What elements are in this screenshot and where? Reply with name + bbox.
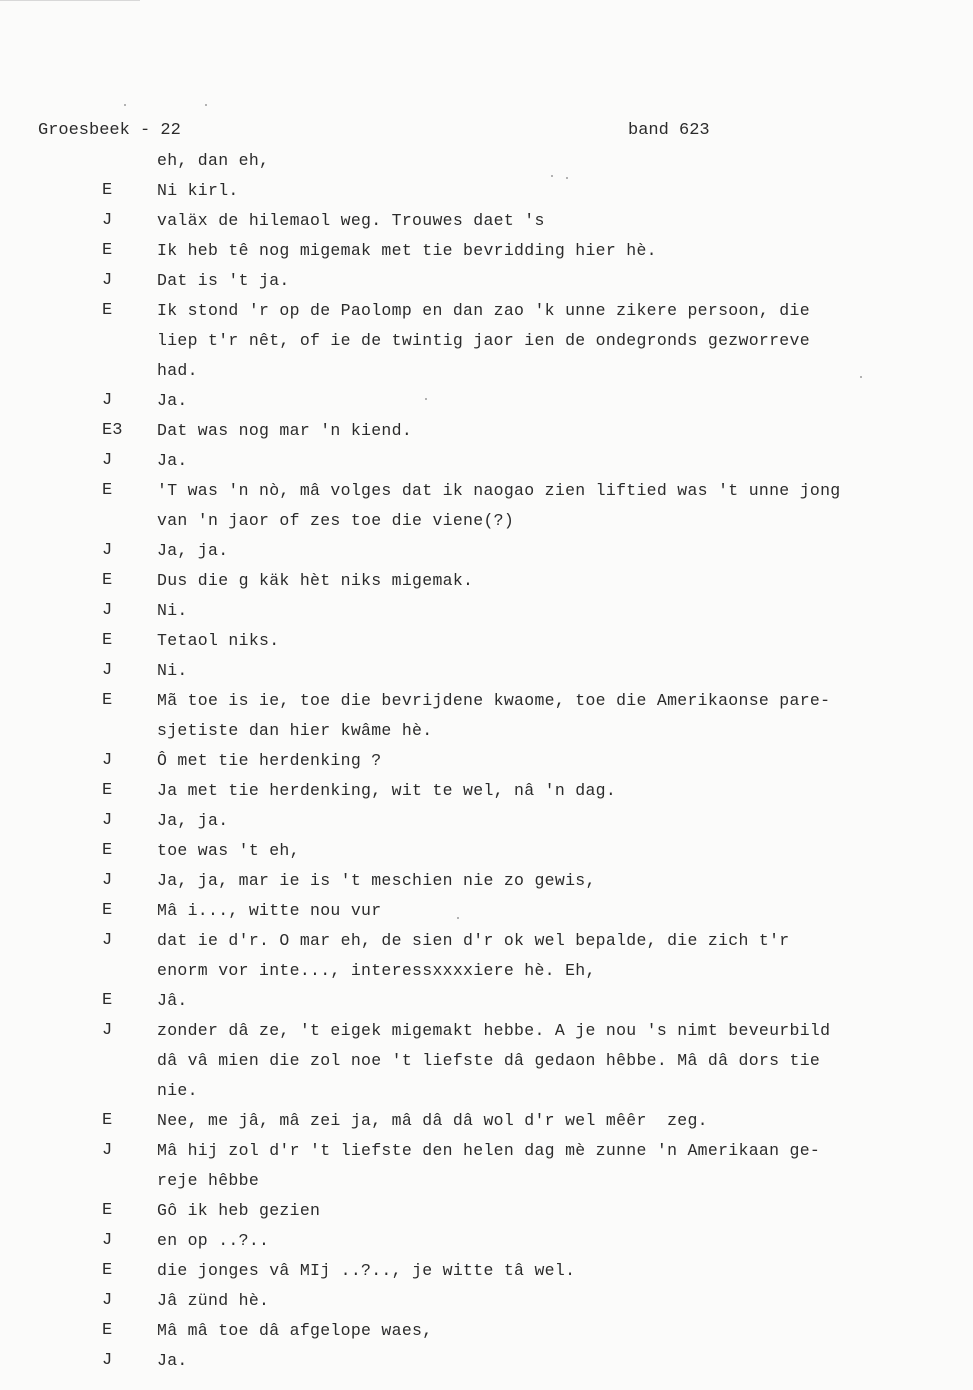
transcript-line (0, 776, 973, 806)
speaker-label: J (102, 811, 113, 830)
transcript-line (0, 926, 973, 986)
speaker-label: E (102, 481, 113, 500)
utterance-text: Ni. (157, 601, 188, 620)
transcript-line (0, 1136, 973, 1196)
transcript-line (0, 386, 973, 416)
utterance-text: 'T was 'n nò, mâ volges dat ik naogao zien liftied was 't unne jong van 'n jaor of zes toe die viene(?) (157, 481, 841, 530)
utterance-text: Gô ik heb gezien (157, 1201, 321, 1220)
utterance-text: dat ie d'r. O mar eh, de sien d'r ok wel bepalde, die zich t'r enorm vor inte..., interessxxxxiere hè. Eh, (157, 931, 790, 980)
speaker-label: J (102, 1141, 113, 1160)
utterance-text: Ja. (157, 1351, 188, 1370)
transcript-line (0, 266, 973, 296)
speaker-label: J (102, 211, 113, 230)
utterance-text: Mâ hij zol d'r 't liefste den helen dag mè zunne 'n Amerikaan ge- reje hêbbe (157, 1141, 821, 1190)
paper-speck (124, 104, 126, 106)
transcript-body (0, 146, 973, 1376)
utterance-text: Ja. (157, 451, 188, 470)
transcript-line (0, 236, 973, 266)
transcript-line (0, 1106, 973, 1136)
speaker-label: E (102, 1321, 113, 1340)
speaker-label: E (102, 181, 113, 200)
speaker-label: J (102, 751, 113, 770)
transcript-line (0, 566, 973, 596)
transcript-line (0, 896, 973, 926)
speaker-label: J (102, 541, 113, 560)
speaker-label: J (102, 451, 113, 470)
speaker-label: J (102, 931, 113, 950)
page-header (38, 118, 738, 144)
transcript-line (0, 296, 973, 386)
speaker-label: E (102, 1261, 113, 1280)
transcript-line (0, 626, 973, 656)
transcript-line (0, 476, 973, 536)
utterance-text: Ni kirl. (157, 181, 239, 200)
header-title: Groesbeek - 22 (38, 121, 181, 140)
speaker-label: E (102, 781, 113, 800)
utterance-text: Ni. (157, 661, 188, 680)
speaker-label: E (102, 691, 113, 710)
utterance-text: Nee, me jâ, mâ zei ja, mâ dâ dâ wol d'r wel mêêr zeg. (157, 1111, 708, 1130)
utterance-text: Dus die g käk hèt niks migemak. (157, 571, 474, 590)
transcript-line (0, 806, 973, 836)
speaker-label: E (102, 301, 113, 320)
transcript-line (0, 176, 973, 206)
transcript-line (0, 986, 973, 1016)
paper-speck (457, 917, 459, 919)
transcript-line (0, 446, 973, 476)
utterance-text: en op ..?.. (157, 1231, 270, 1250)
speaker-label: E (102, 841, 113, 860)
utterance-text: Mâ i..., witte nou vur (157, 901, 382, 920)
transcript-line (0, 686, 973, 746)
utterance-text: Dat is 't ja. (157, 271, 290, 290)
utterance-text: Ja met tie herdenking, wit te wel, nâ 'n dag. (157, 781, 617, 800)
utterance-text: Ik stond 'r op de Paolomp en dan zao 'k unne zikere persoon, die liep t'r nêt, of ie de twintig jaor ien de ondegronds gezworreve had. (157, 301, 810, 380)
transcript-line (0, 866, 973, 896)
speaker-label: J (102, 1021, 113, 1040)
transcript-line (0, 206, 973, 236)
speaker-label: J (102, 1291, 113, 1310)
utterance-text: Dat was nog mar 'n kiend. (157, 421, 413, 440)
speaker-label: J (102, 871, 113, 890)
utterance-text: Ja, ja. (157, 811, 229, 830)
transcript-line (0, 1286, 973, 1316)
utterance-text: Mã toe is ie, toe die bevrijdene kwaome, toe die Amerikaonse pare- sjetiste dan hier kwâme hè. (157, 691, 831, 740)
paper-speck (551, 175, 553, 177)
transcript-line (0, 416, 973, 446)
speaker-label: J (102, 1231, 113, 1250)
header-tape-number: band 623 (628, 121, 710, 140)
speaker-label: E (102, 571, 113, 590)
utterance-text: Ja, ja. (157, 541, 229, 560)
transcript-line (0, 836, 973, 866)
speaker-label: J (102, 271, 113, 290)
paper-speck (566, 177, 568, 179)
speaker-label: J (102, 601, 113, 620)
speaker-label: E (102, 901, 113, 920)
utterance-text: toe was 't eh, (157, 841, 300, 860)
transcript-line (0, 146, 973, 176)
utterance-text: Tetaol niks. (157, 631, 280, 650)
utterance-text: eh, dan eh, (157, 151, 270, 170)
transcript-line (0, 1016, 973, 1106)
utterance-text: Ô met tie herdenking ? (157, 751, 382, 770)
transcript-line (0, 656, 973, 686)
speaker-label: E (102, 1201, 113, 1220)
transcript-line (0, 1346, 973, 1376)
paper-speck (205, 104, 207, 106)
transcript-line (0, 536, 973, 566)
utterance-text: Ja, ja, mar ie is 't meschien nie zo gewis, (157, 871, 596, 890)
speaker-label: J (102, 661, 113, 680)
transcript-line (0, 746, 973, 776)
speaker-label: E (102, 1111, 113, 1130)
top-edge-mark (0, 0, 140, 1)
speaker-label: E (102, 241, 113, 260)
speaker-label: E (102, 991, 113, 1010)
transcript-line (0, 1226, 973, 1256)
utterance-text: Jâ zünd hè. (157, 1291, 270, 1310)
utterance-text: die jonges vâ MIj ..?.., je witte tâ wel. (157, 1261, 576, 1280)
paper-speck (425, 398, 427, 400)
transcript-line (0, 596, 973, 626)
utterance-text: zonder dâ ze, 't eigek migemakt hebbe. A je nou 's nimt beveurbild dâ vâ mien die zol noe 't liefste dâ gedaon hêbbe. Mâ dâ dors tie nie. (157, 1021, 831, 1100)
speaker-label: J (102, 391, 113, 410)
transcript-line (0, 1316, 973, 1346)
speaker-label: E3 (102, 421, 123, 440)
transcript-line (0, 1196, 973, 1226)
speaker-label: J (102, 1351, 113, 1370)
utterance-text: Ja. (157, 391, 188, 410)
speaker-label: E (102, 631, 113, 650)
utterance-text: Jâ. (157, 991, 188, 1010)
utterance-text: Ik heb tê nog migemak met tie bevridding hier hè. (157, 241, 657, 260)
transcript-line (0, 1256, 973, 1286)
utterance-text: Mâ mâ toe dâ afgelope waes, (157, 1321, 433, 1340)
paper-speck (860, 376, 862, 378)
utterance-text: valäx de hilemaol weg. Trouwes daet 's (157, 211, 545, 230)
